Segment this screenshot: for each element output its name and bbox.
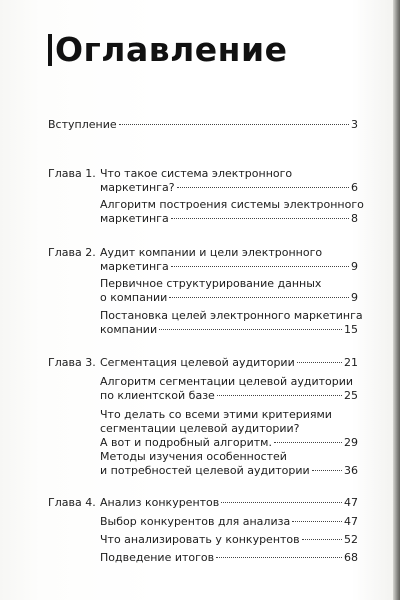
leader-dots xyxy=(171,266,349,267)
toc-subentry xyxy=(100,533,358,547)
toc-page-number: 6 xyxy=(351,181,358,194)
subentry-line: Алгоритм построения системы электронного xyxy=(100,198,364,211)
toc-chapter-4 xyxy=(48,496,358,510)
toc-chapter-3 xyxy=(48,356,358,370)
toc-page-number: 68 xyxy=(344,551,358,564)
leader-dots xyxy=(159,329,342,330)
toc-entry-label: Вступление xyxy=(48,118,117,131)
toc-subentry xyxy=(100,551,358,565)
leader-dots xyxy=(169,297,349,298)
subentry-line: Выбор конкурентов для анализа xyxy=(100,515,291,528)
chapter-label: Глава 4. xyxy=(48,496,96,509)
subentry-line: сегментации целевой аудитории? xyxy=(100,422,300,435)
leader-dots xyxy=(292,521,342,522)
leader-dots xyxy=(171,218,349,219)
leader-dots xyxy=(119,124,349,125)
subentry-line: Первичное структурирование данных xyxy=(100,277,322,290)
toc-subentry xyxy=(100,309,363,337)
chapter-label: Глава 1. xyxy=(48,167,96,180)
subentry-line: компании xyxy=(100,323,158,336)
toc-subentry xyxy=(100,450,358,478)
subentry-line: Что анализировать у конкурентов xyxy=(100,533,300,546)
subentry-line: о компании xyxy=(100,291,168,304)
toc-chapter-1 xyxy=(48,167,358,195)
title-bar-mark xyxy=(48,34,52,66)
toc-subentry xyxy=(100,515,358,529)
chapter-title-line: маркетинга? xyxy=(100,181,175,194)
page-title-text: Оглавление xyxy=(55,30,288,69)
toc-page-number: 21 xyxy=(344,356,358,369)
toc-page-number: 9 xyxy=(351,291,358,304)
chapter-title-line: Сегментация целевой аудитории xyxy=(100,356,295,369)
toc-page-number: 36 xyxy=(344,464,358,477)
toc-page-number: 3 xyxy=(351,118,358,131)
subentry-line: А вот и подробный алгоритм. xyxy=(100,436,272,449)
toc-page-number: 47 xyxy=(344,515,358,528)
leader-dots xyxy=(274,442,342,443)
leader-dots xyxy=(302,539,342,540)
toc-page-number: 8 xyxy=(351,212,358,225)
leader-dots xyxy=(216,557,342,558)
leader-dots xyxy=(177,187,349,188)
subentry-line: Методы изучения особенностей xyxy=(100,450,287,463)
toc-chapter-2 xyxy=(48,246,358,274)
toc-page-number: 15 xyxy=(344,323,358,336)
subentry-line: Что делать со всеми этими критериями xyxy=(100,408,332,421)
subentry-line: Алгоритм сегментации целевой аудитории xyxy=(100,375,354,388)
subentry-line: Подведение итогов xyxy=(100,551,215,564)
subentry-line: по клиентской базе xyxy=(100,389,215,402)
toc-page-number: 52 xyxy=(344,533,358,546)
toc-page-number: 29 xyxy=(344,436,358,449)
toc-subentry xyxy=(100,408,358,450)
toc-subentry xyxy=(100,277,358,305)
toc-page-number: 9 xyxy=(351,260,358,273)
chapter-title-line: Аудит компании и цели электронного xyxy=(100,246,323,259)
chapter-label: Глава 3. xyxy=(48,356,96,369)
leader-dots xyxy=(221,502,342,503)
page-edge xyxy=(393,0,400,600)
toc-subentry xyxy=(100,198,364,226)
toc-page-number: 25 xyxy=(344,389,358,402)
chapter-title-line: Анализ конкурентов xyxy=(100,496,220,509)
leader-dots xyxy=(217,395,342,396)
subentry-line: Постановка целей электронного маркетинга xyxy=(100,309,363,322)
leader-dots xyxy=(312,470,342,471)
chapter-title-line: Что такое система электронного xyxy=(100,167,293,180)
toc-subentry xyxy=(100,375,358,403)
chapter-label: Глава 2. xyxy=(48,246,96,259)
leader-dots xyxy=(297,362,342,363)
toc-entry-intro xyxy=(48,118,358,132)
toc-page-number: 47 xyxy=(344,496,358,509)
chapter-title-line: маркетинга xyxy=(100,260,169,273)
subentry-line: маркетинга xyxy=(100,212,169,225)
subentry-line: и потребностей целевой аудитории xyxy=(100,464,310,477)
page-title xyxy=(48,30,287,69)
